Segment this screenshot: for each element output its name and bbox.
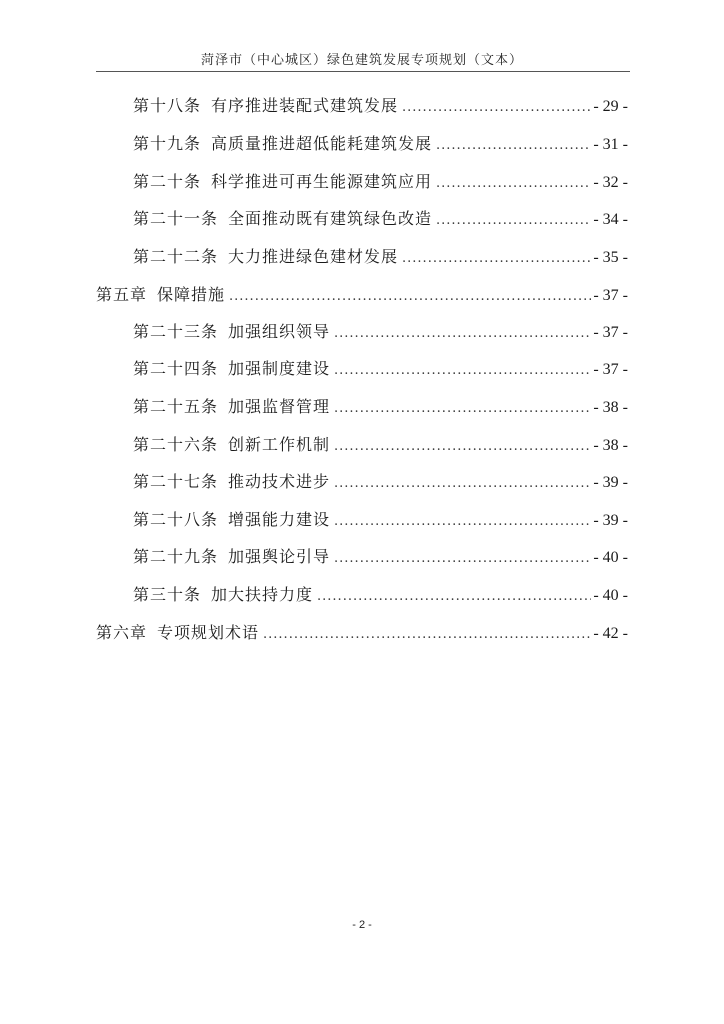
toc-entry[interactable] xyxy=(133,580,628,610)
toc-entry[interactable] xyxy=(133,392,628,422)
toc-entry-page: - 37 - xyxy=(593,324,628,341)
toc-entry-number: 第二十条 xyxy=(133,172,202,191)
toc-leader-dots xyxy=(317,582,591,612)
toc-entry-number: 第三十条 xyxy=(133,585,202,604)
toc-entry[interactable] xyxy=(133,204,628,234)
toc-entry-page: - 32 - xyxy=(593,174,628,191)
toc-entry-number: 第二十一条 xyxy=(133,209,219,228)
toc-leader-dots xyxy=(263,620,591,650)
header-divider xyxy=(96,71,630,72)
toc-entry[interactable] xyxy=(133,430,628,460)
page-number: - 2 - xyxy=(352,919,372,931)
toc-entry[interactable] xyxy=(133,242,628,272)
toc-entry-page: - 38 - xyxy=(593,399,628,416)
toc-leader-dots xyxy=(334,507,591,537)
toc-entry-title: 推动技术进步 xyxy=(228,472,331,491)
toc-leader-dots xyxy=(334,469,591,499)
toc-entry-title: 加强监督管理 xyxy=(228,397,331,416)
toc-leader-dots xyxy=(334,544,591,574)
toc-entry[interactable] xyxy=(133,91,628,121)
toc-entry[interactable] xyxy=(133,542,628,572)
toc-entry-page: - 37 - xyxy=(593,361,628,378)
toc-entry-page: - 31 - xyxy=(593,136,628,153)
toc-leader-dots xyxy=(436,169,591,199)
toc-entry-number: 第二十八条 xyxy=(133,510,219,529)
toc-entry-page: - 37 - xyxy=(593,287,628,304)
toc-entry-page: - 39 - xyxy=(593,474,628,491)
toc-entry-page: - 39 - xyxy=(593,512,628,529)
toc-entry-number: 第六章 xyxy=(96,623,148,642)
toc-entry[interactable] xyxy=(133,354,628,384)
toc-entry[interactable] xyxy=(133,167,628,197)
toc-leader-dots xyxy=(334,319,591,349)
toc-entry-title: 有序推进装配式建筑发展 xyxy=(211,96,399,115)
toc-entry-number: 第二十七条 xyxy=(133,472,219,491)
toc-entry-page: - 29 - xyxy=(593,98,628,115)
toc-entry-title: 创新工作机制 xyxy=(228,435,331,454)
toc-entry-number: 第二十二条 xyxy=(133,247,219,266)
toc-leader-dots xyxy=(436,206,591,236)
toc-entry-title: 专项规划术语 xyxy=(157,623,260,642)
toc-leader-dots xyxy=(334,432,591,462)
toc-entry-title: 保障措施 xyxy=(157,285,226,304)
running-header-title: 菏泽市（中心城区）绿色建筑发展专项规划（文本） xyxy=(200,53,523,68)
toc-entry-number: 第十九条 xyxy=(133,134,202,153)
toc-entry-title: 科学推进可再生能源建筑应用 xyxy=(211,172,433,191)
toc-entry-number: 第十八条 xyxy=(133,96,202,115)
toc-entry-title: 增强能力建设 xyxy=(228,510,331,529)
toc-entry-page: - 35 - xyxy=(593,249,628,266)
toc-entry-number: 第二十四条 xyxy=(133,359,219,378)
toc-entry-title: 加强组织领导 xyxy=(228,322,331,341)
toc-leader-dots xyxy=(229,282,591,312)
toc-entry-page: - 40 - xyxy=(593,549,628,566)
toc-entry-page: - 42 - xyxy=(593,625,628,642)
toc-entry-chapter[interactable] xyxy=(96,618,628,648)
toc-leader-dots xyxy=(334,394,591,424)
toc-entry-page: - 38 - xyxy=(593,437,628,454)
toc-entry-title: 全面推动既有建筑绿色改造 xyxy=(228,209,433,228)
toc-entry-title: 高质量推进超低能耗建筑发展 xyxy=(211,134,433,153)
toc-leader-dots xyxy=(402,244,591,274)
toc-entry-number: 第二十五条 xyxy=(133,397,219,416)
toc-entry[interactable] xyxy=(133,317,628,347)
toc-entry[interactable] xyxy=(133,467,628,497)
toc-entry[interactable] xyxy=(133,505,628,535)
toc-leader-dots xyxy=(402,93,591,123)
toc-entry-page: - 40 - xyxy=(593,587,628,604)
toc-entry-number: 第二十九条 xyxy=(133,547,219,566)
toc-entry-number: 第二十六条 xyxy=(133,435,219,454)
toc-entry-chapter[interactable] xyxy=(96,280,628,310)
toc-entry-page: - 34 - xyxy=(593,211,628,228)
toc-entry[interactable] xyxy=(133,129,628,159)
toc-entry-title: 加强制度建设 xyxy=(228,359,331,378)
toc-leader-dots xyxy=(436,131,591,161)
toc-entry-title: 加强舆论引导 xyxy=(228,547,331,566)
toc-entry-title: 大力推进绿色建材发展 xyxy=(228,247,399,266)
toc-entry-title: 加大扶持力度 xyxy=(211,585,314,604)
toc-entry-number: 第五章 xyxy=(96,285,148,304)
toc-leader-dots xyxy=(334,356,591,386)
toc-entry-number: 第二十三条 xyxy=(133,322,219,341)
